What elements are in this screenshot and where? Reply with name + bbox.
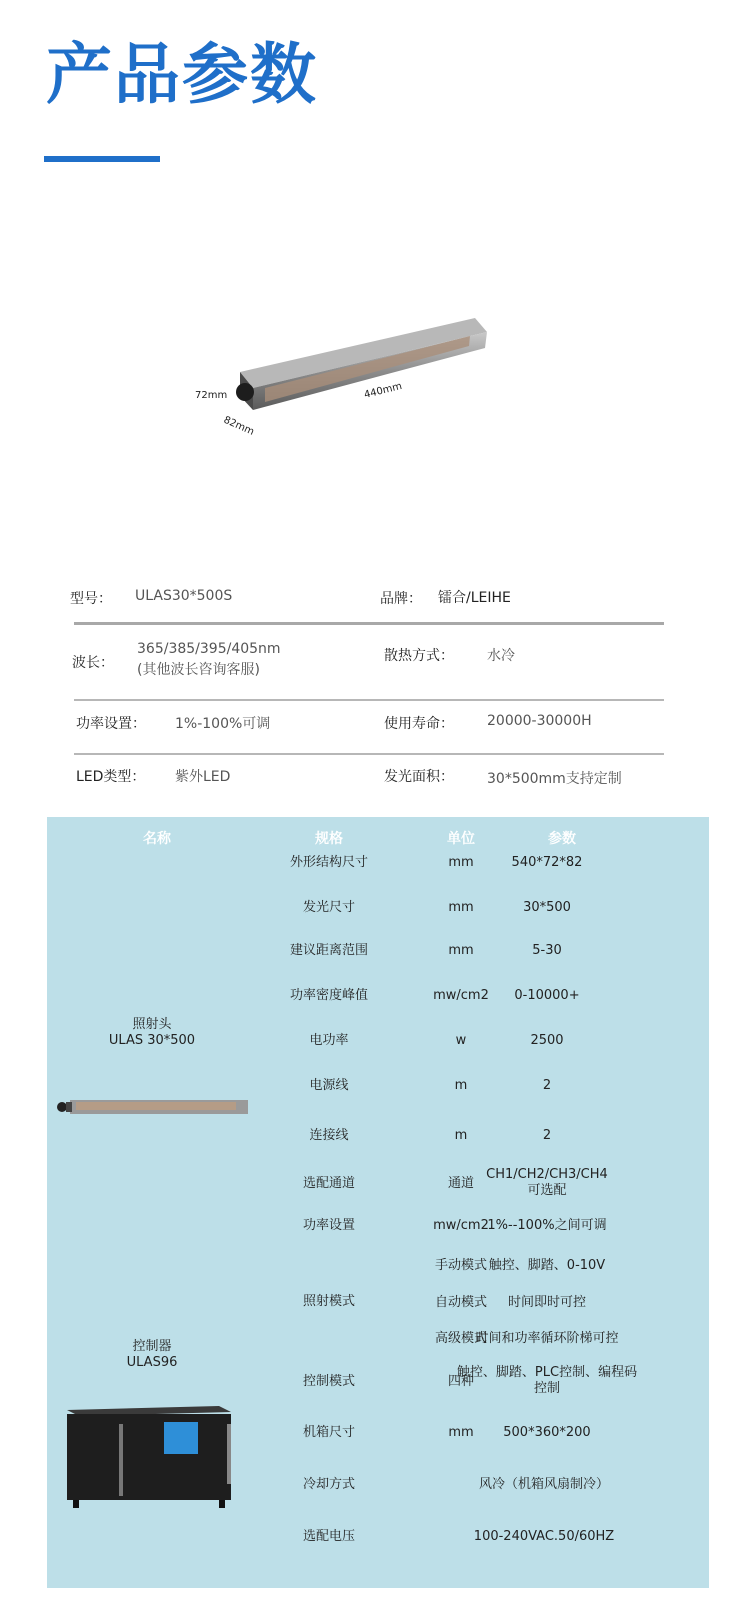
row-spec: 电源线 bbox=[309, 1078, 349, 1093]
row-param: 30*500 bbox=[523, 900, 571, 915]
area-value: 30*500mm支持定制 bbox=[487, 771, 622, 787]
life-value: 20000-30000H bbox=[487, 713, 592, 729]
row-param: 时间和功率循环阶梯可控 bbox=[475, 1331, 619, 1346]
row-param: CH1/CH2/CH3/CH4 bbox=[486, 1167, 608, 1182]
row-unit: mm bbox=[448, 1425, 474, 1440]
dim-length-label: 440mm bbox=[363, 380, 404, 401]
model-value: ULAS30*500S bbox=[135, 588, 233, 604]
row-param: 500*360*200 bbox=[503, 1425, 591, 1440]
row-merged: 风冷（机箱风扇制冷） bbox=[478, 1477, 609, 1492]
row-unit: 高级模式 bbox=[434, 1331, 487, 1346]
row-spec: 控制模式 bbox=[302, 1374, 355, 1389]
row-spec: 外形结构尺寸 bbox=[289, 855, 368, 870]
row-unit: m bbox=[454, 1078, 468, 1093]
controller-image bbox=[59, 1402, 239, 1512]
row-unit: 通道 bbox=[447, 1176, 474, 1191]
group-model-2: ULAS96 bbox=[126, 1355, 178, 1370]
row-param: 触控、脚踏、PLC控制、编程码 bbox=[456, 1365, 638, 1380]
page-title: 产品参数 bbox=[46, 36, 318, 113]
cooling-value: 水冷 bbox=[487, 648, 515, 664]
power-label: 功率设置： bbox=[76, 716, 146, 732]
divider bbox=[74, 622, 664, 625]
row-unit: mm bbox=[448, 943, 474, 958]
brand-label: 品牌： bbox=[380, 591, 422, 607]
row-unit: mm bbox=[448, 855, 474, 870]
led-label: LED类型： bbox=[76, 769, 146, 785]
product-image bbox=[195, 310, 515, 450]
header-param: 参数 bbox=[548, 831, 576, 847]
row-unit: 四种 bbox=[447, 1374, 474, 1389]
row-spec: 发光尺寸 bbox=[302, 900, 355, 915]
row-unit: mm bbox=[448, 900, 474, 915]
life-label: 使用寿命： bbox=[384, 716, 454, 732]
row-spec: 功率密度峰值 bbox=[289, 988, 368, 1003]
row-param: 5-30 bbox=[532, 943, 562, 958]
row-spec: 照射模式 bbox=[302, 1294, 355, 1309]
row-unit: w bbox=[455, 1033, 467, 1048]
area-label: 发光面积： bbox=[384, 769, 454, 785]
row-spec: 电功率 bbox=[309, 1033, 349, 1048]
row-param-line2: 控制 bbox=[533, 1381, 560, 1396]
row-spec: 连接线 bbox=[309, 1128, 349, 1143]
group-name-2: 控制器 bbox=[132, 1339, 172, 1354]
row-param: 540*72*82 bbox=[511, 855, 583, 870]
header-spec: 规格 bbox=[315, 831, 343, 847]
row-param-line2: 可选配 bbox=[527, 1183, 567, 1198]
model-label: 型号： bbox=[70, 591, 112, 607]
row-param: 触控、脚踏、0-10V bbox=[488, 1258, 606, 1273]
row-unit: mw/cm2 bbox=[433, 1218, 489, 1233]
row-unit: m bbox=[454, 1128, 468, 1143]
row-unit: mw/cm2 bbox=[433, 988, 489, 1003]
row-spec: 选配通道 bbox=[302, 1176, 355, 1191]
cooling-label: 散热方式： bbox=[384, 648, 454, 664]
power-value: 1%-100%可调 bbox=[175, 716, 271, 732]
group-name-1: 照射头 bbox=[132, 1017, 172, 1032]
wave-value-1: 365/385/395/405nm bbox=[137, 641, 281, 657]
wave-value-2: (其他波长咨询客服) bbox=[137, 662, 260, 678]
title-underline bbox=[44, 156, 160, 162]
row-param: 2 bbox=[542, 1128, 552, 1143]
header-name: 名称 bbox=[143, 831, 171, 847]
dim-depth-label: 82mm bbox=[221, 414, 256, 438]
row-unit: 手动模式 bbox=[434, 1258, 487, 1273]
row-param: 2 bbox=[542, 1078, 552, 1093]
group-model-1: ULAS 30*500 bbox=[108, 1033, 196, 1048]
brand-value: 镭合/LEIHE bbox=[438, 590, 511, 606]
header-unit: 单位 bbox=[447, 831, 475, 847]
row-param: 0-10000+ bbox=[514, 988, 580, 1003]
divider bbox=[74, 699, 664, 701]
row-unit: 自动模式 bbox=[434, 1295, 487, 1310]
row-param: 1%--100%之间可调 bbox=[487, 1218, 607, 1233]
led-value: 紫外LED bbox=[175, 769, 231, 785]
row-merged: 100-240VAC.50/60HZ bbox=[473, 1529, 615, 1544]
wave-label: 波长： bbox=[72, 655, 114, 671]
dim-height-label: 72mm bbox=[195, 390, 228, 401]
divider bbox=[74, 753, 664, 755]
lamp-head-image bbox=[52, 1092, 252, 1122]
parameter-table bbox=[47, 817, 709, 1588]
row-spec: 机箱尺寸 bbox=[302, 1425, 355, 1440]
row-param: 时间即时可控 bbox=[507, 1295, 586, 1310]
row-spec: 冷却方式 bbox=[302, 1477, 355, 1492]
row-spec: 建议距离范围 bbox=[289, 943, 368, 958]
row-spec: 功率设置 bbox=[302, 1218, 355, 1233]
row-param: 2500 bbox=[530, 1033, 564, 1048]
row-spec: 选配电压 bbox=[302, 1529, 355, 1544]
